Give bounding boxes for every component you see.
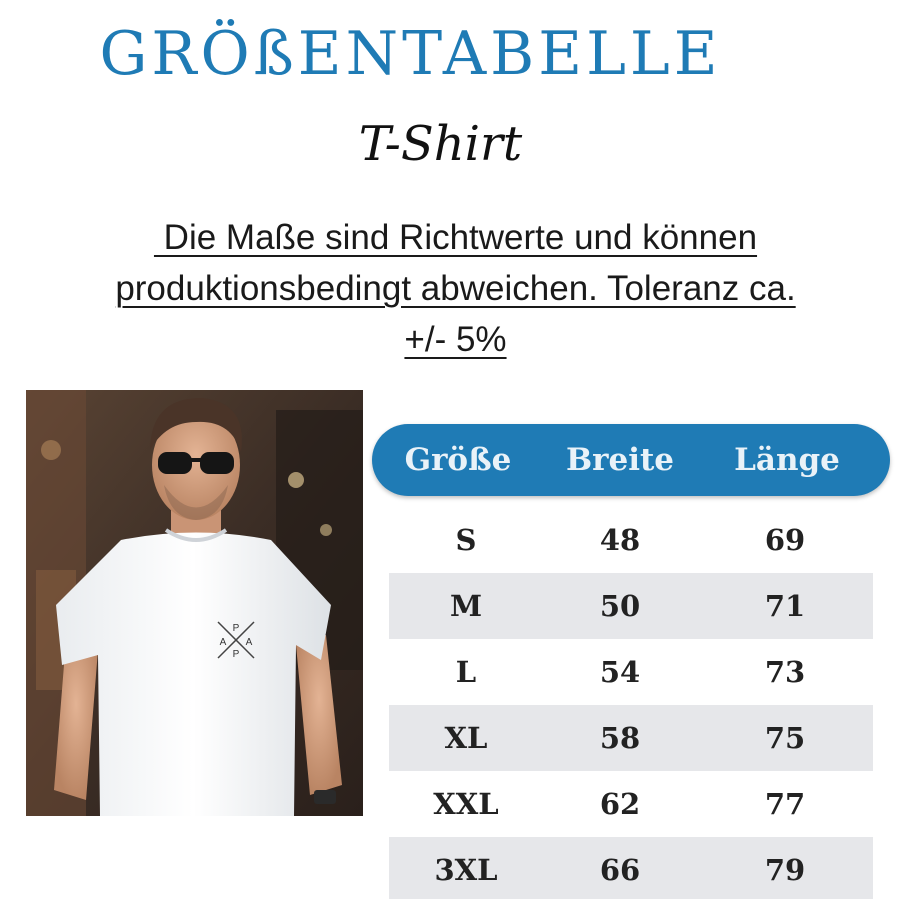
length-cell: 75 [764, 721, 806, 755]
table-row [389, 837, 873, 899]
size-cell: 3XL [434, 853, 498, 887]
length-cell: 69 [764, 523, 806, 557]
note-line-1: Die Maße sind Richtwerte und können [153, 218, 758, 257]
width-cell: 62 [599, 787, 641, 821]
size-cell: XXL [433, 787, 499, 821]
note-line-3: +/- 5% [404, 320, 507, 359]
table-row [389, 507, 873, 573]
svg-text:A: A [245, 637, 253, 648]
svg-text:A: A [219, 637, 227, 648]
svg-text:P: P [232, 649, 240, 660]
product-subtitle: T-Shirt [358, 116, 523, 172]
size-cell: S [455, 523, 477, 557]
measurement-note [0, 212, 911, 365]
table-row [389, 771, 873, 837]
size-cell: L [455, 655, 477, 689]
header-width: Breite [565, 442, 675, 478]
width-cell: 66 [599, 853, 641, 887]
length-cell: 71 [764, 589, 806, 623]
model-photo [26, 390, 363, 816]
length-cell: 77 [764, 787, 806, 821]
table-header [372, 424, 890, 496]
header-length: Länge [734, 442, 840, 478]
note-line-2: produktionsbedingt abweichen. Toleranz ca. [115, 269, 796, 308]
header-size: Größe [404, 442, 512, 478]
width-cell: 50 [599, 589, 641, 623]
size-cell: XL [444, 721, 488, 755]
width-cell: 48 [599, 523, 641, 557]
size-table [372, 424, 890, 887]
size-cell: M [449, 589, 483, 623]
table-row [389, 705, 873, 771]
width-cell: 54 [599, 655, 641, 689]
length-cell: 79 [764, 853, 806, 887]
page-title: GRÖßENTABELLE [99, 19, 722, 89]
width-cell: 58 [599, 721, 641, 755]
table-row [389, 573, 873, 639]
length-cell: 73 [764, 655, 806, 689]
table-row [389, 639, 873, 705]
svg-text:P: P [232, 623, 240, 634]
